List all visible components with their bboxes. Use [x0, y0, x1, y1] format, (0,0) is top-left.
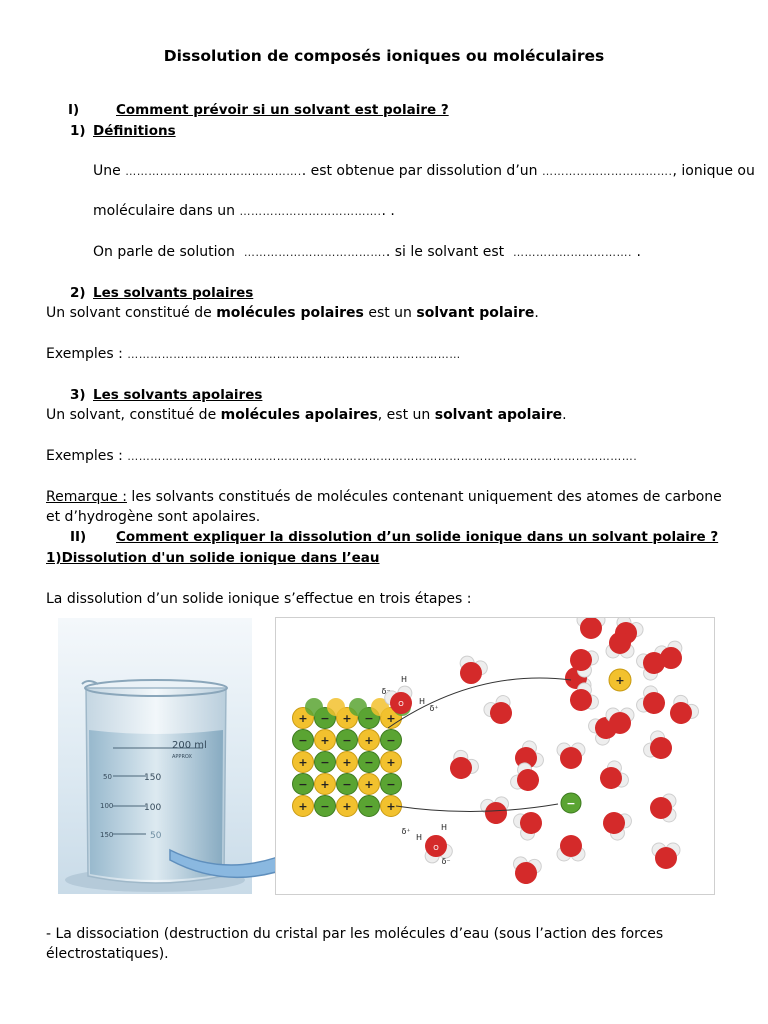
def3-blank-2: ………………………….	[513, 246, 633, 259]
def1-text-c: , ionique ou	[672, 163, 755, 179]
polar-examples-label: Exemples :	[46, 346, 123, 362]
anion-sign: −	[566, 797, 576, 810]
beaker-left-mark-100: 100	[100, 802, 114, 810]
polar-examples	[46, 346, 461, 362]
subsection-1-2-number: 2)	[70, 285, 86, 301]
ion-sign: +	[320, 734, 330, 747]
delta-minus-label-top: δ⁻	[381, 687, 391, 696]
beaker-left-mark-150: 150	[100, 831, 114, 839]
water-molecule	[443, 748, 481, 786]
hydrogen-label-bottom-2: H	[440, 823, 448, 832]
delta-plus-label-top: δ⁺	[429, 704, 439, 713]
hydrating-water	[557, 743, 585, 769]
ion-sign: −	[320, 800, 330, 813]
subsection-1-2-heading: Les solvants polaires	[93, 285, 254, 301]
hydrating-water	[597, 805, 634, 842]
apolar-sentence-a: Un solvant, constitué de	[46, 407, 221, 423]
ion-sign: −	[320, 712, 330, 725]
def1-blank-2: …………………………….	[541, 165, 673, 178]
apolar-sentence-bold-1: molécules apolaires	[220, 407, 378, 423]
remark-line-1	[46, 489, 722, 505]
beaker-mark-200: 200 ml	[172, 740, 207, 751]
step-1-line-1: - La dissociation (destruction du cristal par les molécules d’eau (sous l’action des forces	[46, 926, 664, 942]
ion-sign: −	[298, 778, 308, 791]
hydrating-water	[557, 835, 585, 861]
def3-text-b: . si le solvant est	[385, 244, 505, 260]
hydrating-water	[594, 758, 631, 795]
definition-line-1	[93, 163, 755, 179]
oxygen-label-bottom: O	[433, 844, 439, 852]
remark-text-1: les solvants constitués de molécules contenant uniquement des atomes de carbone	[126, 489, 722, 505]
beaker-mark-50: 50	[150, 831, 162, 841]
ion-sign: −	[342, 734, 352, 747]
ion-sign: −	[320, 756, 330, 769]
dissolution-diagram	[275, 617, 715, 895]
def1-text-a: Une	[93, 163, 121, 179]
hydrating-water	[650, 794, 676, 822]
apolar-sentence-c: , est un	[377, 407, 435, 423]
beaker-mark-100: 100	[144, 803, 162, 813]
apolar-examples-blank: …………………………………………………………………………………………………………………….	[127, 450, 638, 463]
cation-sign: +	[615, 674, 625, 687]
lattice-back-ion	[327, 698, 345, 716]
def2-text-a: moléculaire dans un	[93, 203, 235, 219]
water-molecule	[510, 856, 542, 886]
section-2-number: II)	[70, 529, 87, 545]
water-molecule	[481, 693, 518, 730]
ion-sign: −	[298, 734, 308, 747]
water-molecule	[663, 693, 701, 731]
subsection-1-1-number: 1)	[70, 123, 86, 139]
ion-sign: −	[364, 800, 374, 813]
lattice-back-ion	[305, 698, 323, 716]
ion-sign: −	[386, 734, 396, 747]
beaker-left-mark-50: 50	[103, 773, 112, 781]
polar-solvent-sentence	[46, 305, 539, 321]
def2-text-b: . .	[381, 203, 395, 219]
water-molecule	[577, 617, 605, 639]
oxygen-label-top: O	[398, 700, 404, 708]
polar-sentence-c: est un	[363, 305, 417, 321]
beaker-mark-approx: APPROX	[172, 754, 192, 760]
ion-sign: −	[386, 778, 396, 791]
dissolution-intro: La dissolution d’un solide ionique s’effectue en trois étapes :	[46, 591, 472, 607]
polar-sentence-bold-1: molécules polaires	[216, 305, 364, 321]
ion-sign: +	[386, 756, 396, 769]
ion-sign: +	[298, 712, 308, 725]
apolar-examples	[46, 448, 637, 464]
def3-text-c: .	[636, 244, 641, 260]
delta-plus-label-bottom: δ⁺	[401, 827, 411, 836]
water-molecule	[454, 654, 489, 688]
ion-sign: +	[364, 734, 374, 747]
section-2-heading: Comment expliquer la dissolution d’un solide ionique dans un solvant polaire ?	[116, 529, 719, 545]
ion-sign: +	[298, 800, 308, 813]
section-1-number: I)	[68, 102, 80, 118]
lattice-back-ion	[349, 698, 367, 716]
hydrating-water	[511, 805, 548, 842]
subsection-2-1-heading: 1)Dissolution d'un solide ionique dans l’eau	[46, 550, 380, 566]
apolar-examples-label: Exemples :	[46, 448, 123, 464]
subsection-1-3-heading: Les solvants apolaires	[93, 387, 263, 403]
def1-blank-1: ……………………………………….	[125, 165, 302, 178]
def3-text-a: On parle de solution	[93, 244, 235, 260]
def2-blank: ……………………………….	[239, 205, 382, 218]
section-1-heading: Comment prévoir si un solvant est polaire ?	[116, 102, 449, 118]
apolar-solvent-sentence	[46, 407, 567, 423]
subsection-1-1-heading: Définitions	[93, 123, 176, 139]
hydrogen-label-bottom: H	[415, 833, 423, 842]
ion-sign: +	[342, 712, 352, 725]
ion-sign: +	[386, 712, 396, 725]
page-title: Dissolution de composés ioniques ou moléculaires	[163, 47, 605, 65]
ion-sign: +	[364, 778, 374, 791]
subsection-1-3-number: 3)	[70, 387, 86, 403]
arrow-to-cation	[388, 678, 571, 728]
ion-sign: +	[342, 756, 352, 769]
hydrogen-label-top-2: H	[418, 697, 426, 706]
water-molecule	[641, 728, 678, 765]
polar-sentence-a: Un solvant constitué de	[46, 305, 217, 321]
definition-line-2	[93, 203, 395, 219]
definition-line-3	[93, 244, 641, 260]
ion-sign: −	[364, 712, 374, 725]
hydrating-water	[634, 683, 671, 720]
def1-text-b: . est obtenue par dissolution d’un	[301, 163, 538, 179]
apolar-sentence-bold-2: solvant apolaire	[434, 407, 563, 423]
apolar-sentence-e: .	[562, 407, 567, 423]
ion-sign: +	[342, 800, 352, 813]
remark-label: Remarque :	[46, 489, 127, 505]
ion-sign: −	[364, 756, 374, 769]
polar-examples-blank: ……………………………………………………………………………	[127, 348, 461, 361]
beaker-mark-150: 150	[144, 773, 162, 783]
hydrating-water	[652, 843, 680, 869]
def3-blank-1: ……………………………….	[243, 246, 386, 259]
hydrogen-label-top: H	[400, 675, 408, 684]
arrow-to-anion	[396, 804, 558, 812]
polar-sentence-bold-2: solvant polaire	[416, 305, 535, 321]
ion-sign: +	[320, 778, 330, 791]
polar-sentence-e: .	[534, 305, 539, 321]
ion-sign: +	[386, 800, 396, 813]
delta-minus-label-bottom: δ⁻	[441, 857, 451, 866]
ion-sign: −	[342, 778, 352, 791]
step-1-line-2: électrostatiques).	[46, 946, 169, 962]
remark-line-2: et d’hydrogène sont apolaires.	[46, 509, 261, 525]
ion-sign: +	[298, 756, 308, 769]
